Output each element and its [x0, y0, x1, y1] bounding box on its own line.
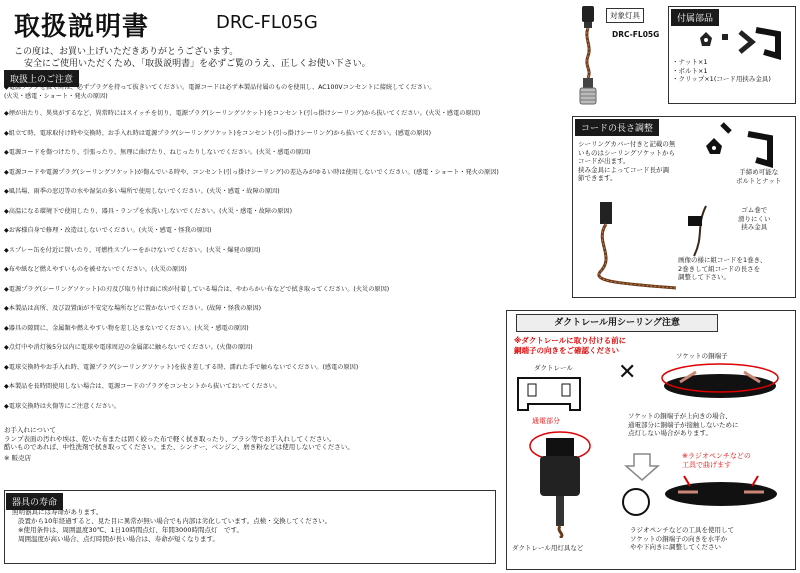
conduct-part-label: 通電部分 [532, 417, 560, 425]
socket-terminal-up-image [660, 362, 780, 402]
tool-note-line: ※ラジオペンチなどの [682, 452, 751, 460]
precaution-item: ◆点灯中や消灯後5分以内に電球や電球周辺の金属部に触らないでください。(火傷の原因) [4, 344, 253, 351]
cord-bottom-line: 2巻きして組コードの長さを [678, 264, 761, 273]
duct-rail-warning [514, 336, 626, 356]
rubber-clip-label-line: 挟み金具 [741, 223, 768, 231]
target-model: DRC-FL05G [612, 30, 660, 39]
cord-text-line: コードが出ます。 [578, 157, 630, 165]
accessory-item: ・ナット×1 [672, 58, 708, 66]
precaution-item: ◆煙が出たり、異臭がするなど、異常時にはスイッチを切り、電源プラグ(シーリングソケット)をコンセント(引っ掛けシーリング)から抜いてください。(火災・感電の原因) [4, 110, 481, 117]
cord-text-line: 挟み金具によってコード長が調 [578, 165, 669, 174]
accessory-item: ・ボルト×1 [672, 66, 708, 75]
precaution-item: ◆組立て時、電球取付け時や交換時、お手入れ時は電源プラグ(シーリングソケット)をコンセント(引っ掛けシーリング)から抜いてください。(感電の原因) [4, 129, 431, 137]
life-line: 設置から10年経過すると、見た目に異常が無い場合でも内部は劣化しています。点検・交換してください。 [18, 517, 332, 525]
intro-line: この度は、お買い上げいただきありがとうございます。 [14, 47, 239, 57]
intro-text [14, 46, 371, 70]
intro-line: 安全にご使用いただくため、「取扱説明書」を必ずご覧のうえ、正しくお使い下さい。 [24, 59, 371, 69]
care-line: 酷いものであれば、中性洗剤で拭き取ってください。また、シンナー、ベンジン、磨き粉などは使用しないでください。 [4, 443, 354, 451]
precaution-item: ◆電源コードや電源プラグ(シーリングソケット)が傷んでいる時や、コンセント(引っ掛けシーリング)の差込みがゆるい時は使用しないでください。(感電・ショート・発火の原因) [4, 168, 499, 176]
precautions-heading: 取扱上のご注意 [4, 70, 79, 87]
rubber-clip-label-line: ゴム巻で [741, 206, 768, 214]
precaution-item: ◆電源コードを傷つけたり、引張ったり、無理に曲げたり、ねじったりしないでください。(火災・感電の原因) [4, 149, 311, 156]
precaution-item: ◆電球交換時やお手入れ時、電源プラグ(シーリングソケット)を抜き差しする時、濡れた手で触らないでください。(感電の原因) [4, 363, 359, 371]
model-number: DRC-FL05G [216, 12, 318, 33]
tool-note [682, 452, 751, 470]
precaution-item: ◆布や紙など燃えやすいものを被せないでください。(火災の原因) [4, 266, 187, 273]
nut-bolt-label [736, 168, 781, 185]
precaution-item: ◆本製品は高所、及び設置面が不安定な場所などに置かないでください。(故障・怪我の原因) [4, 305, 262, 312]
care-section [4, 426, 564, 462]
warning-line: ※ダクトレールに取り付ける前に [514, 336, 627, 345]
precaution-item: ◆スプレー缶を付近に置いたり、可燃性スプレーをかけないでください。(火災・爆発の原因) [4, 246, 261, 254]
circle-ok-icon [622, 488, 650, 516]
cord-adjust-bottom-text [678, 256, 766, 282]
precaution-item: ◆電源プラグを抜く時は、必ずプラグを持って抜きいてください。電源コードは必ず本製品付属のものを使用し、AC100Vコンセントに接続してください。 (火災・感電・ショート・発火の原因) [4, 84, 436, 100]
precaution-item: ◆電源プラグ(シーリングソケット)の刃及び取り付け面に埃が付着している場合は、やわらかい布などで拭き取ってください。(火災の原因) [4, 285, 390, 293]
fix-line: ラジオペンチなどの工具を使用して [630, 526, 734, 534]
precaution-item: ◆電球交換時は火傷等にご注意ください。 [4, 402, 121, 410]
duct-rail-label: ダクトレール [534, 364, 573, 372]
pendant-lamp-image [568, 4, 608, 108]
shop-note: ※ 販売店 [4, 453, 32, 462]
socket-terminal-fixed-image [660, 472, 782, 510]
life-line: 照明器具には寿命があります。 [12, 508, 103, 516]
care-line: ランプ表面の汚れや埃は、乾いた布または固く絞った布で軽く拭き取ったり、ブラシ等でお手入れしてください。 [4, 434, 336, 443]
life-heading: 器具の寿命 [6, 493, 63, 510]
desc-line: ソケットの銅端子が上向きの場合、 [628, 412, 732, 420]
page-title: 取扱説明書 [14, 12, 150, 42]
fix-line: ソケットの銅端子の向きを水平か [630, 534, 728, 543]
precaution-item: ◆高温になる環境下で使用したり、器具・ランプを水洗いしないでください。(火災・感電・故障の原因) [4, 207, 293, 215]
down-arrow-icon [624, 452, 660, 482]
rubber-clip-label [738, 206, 771, 232]
socket-terminal-description [628, 412, 739, 438]
life-line: 周囲温度が高い場合、点灯時間が長い場合は、寿命が短くなります。 [18, 535, 219, 543]
cord-text-line: シーリングカバー付きと記載の無 [578, 140, 676, 148]
tool-note-line: 工具で曲げます [682, 461, 731, 469]
socket-terminal-label: ソケットの銅端子 [676, 352, 728, 360]
precautions-list [4, 84, 564, 411]
cord-adjust-text [578, 140, 675, 183]
rubber-clip-label-line: 滑りにくい [738, 214, 771, 223]
accessories-heading: 付属部品 [671, 9, 719, 26]
desc-line: 点灯しない場合があります。 [628, 429, 712, 437]
cord-text-line: いものはシーリングソケットから [578, 148, 675, 157]
precaution-item: ◆風呂場、雨季の窓辺等の水や湿気の多い場所で使用しないでください。(火災・感電・故障の原因) [4, 188, 280, 195]
life-line: ※使用条件は、周囲温度30℃、1日10時間点灯、年間3000時間点灯 です。 [18, 526, 243, 534]
precaution-item: ◆お客様自身で修理・改造はしないでください。(火災・感電・怪我の原因) [4, 227, 212, 234]
cord-text-line: 節できます。 [578, 174, 617, 182]
fix-line: やや下向きに調整してください [630, 543, 721, 551]
duct-rail-fixture-image [526, 428, 596, 538]
accessory-item: ・クリップ×1(コード用挟み金具) [672, 75, 771, 83]
target-fixture-label: 対象灯具 [606, 8, 644, 23]
duct-rail-diagram [514, 374, 584, 414]
life-text [12, 508, 492, 544]
precaution-item: ◆器具の隙間に、金属類や燃えやすい物を差し込まないでください。(火災・感電の原因) [4, 324, 249, 332]
duct-rail-heading: ダクトレール用シーリング注意 [516, 314, 718, 332]
cross-mark-icon: ✕ [618, 360, 637, 385]
care-title: お手入れについて [4, 426, 56, 434]
fix-instruction [630, 526, 734, 552]
cord-bottom-line: 調整して下さい。 [678, 273, 730, 281]
warning-line: 銅端子の向きをご確認ください [514, 346, 619, 355]
duct-rail-fixture-caption: ダクトレール用灯具など [512, 544, 584, 552]
nut-bolt-label-line: 手締め可能な [739, 168, 779, 176]
precaution-item: ◆本製品を長時間使用しない場合は、電源コードのプラグをコンセントから抜いておいてください。 [4, 383, 282, 390]
cord-bottom-line: 画像の様に組コードを1巻き、 [678, 256, 767, 264]
cord-adjust-heading: コードの長さ調整 [575, 119, 659, 136]
accessories-list [672, 58, 771, 84]
nut-bolt-label-line: ボルトとナット [736, 176, 782, 185]
desc-line: 通電部分に銅端子が接触しないために [628, 420, 739, 429]
